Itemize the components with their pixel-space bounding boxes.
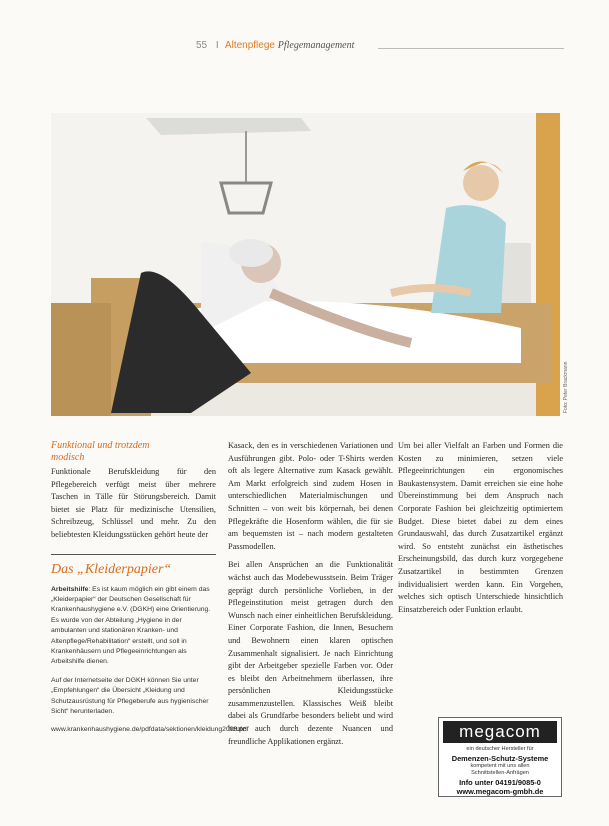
infobox-paragraph-1 [51, 585, 216, 668]
subheading-line-1: Funktional und trotzdem [51, 440, 150, 451]
article-column-2 [228, 440, 393, 754]
infobox [51, 585, 249, 736]
ad-headline: Demenzen-Schutz-Systeme [451, 753, 549, 763]
ad-phone: Info unter 04191/9085-0 [459, 777, 541, 787]
megacom-logo-text: megacom [459, 722, 541, 741]
infobox-rule [51, 554, 216, 555]
header-subsection: Pflegemanagement [277, 40, 355, 51]
bed-scene-illustration [51, 113, 560, 416]
ad-line-3: kompetent mit uns allen [470, 762, 530, 769]
infobox-paragraph-2: Auf der Internetseite der DGKH können Sie unter „Empfehlungen“ die Übersicht „Kleidung und Schutzausrüstung für Pflegeberufe aus hygienischer Sicht“ herunterladen. [51, 676, 209, 716]
photo-credit: Foto: Peter Brackmann [563, 361, 569, 413]
ad-line-1: ein deutscher Hersteller für [466, 746, 534, 752]
article-paragraph: Funktionale Berufskleidung für den Pflegebereich verfügt meist über mehrere Taschen in Tälle für Störungsbereich. Damit bietet sie Platz für medizinische Utensilien, Schreibzeug, Schlüssel und mehr. Zu den beliebtesten Kleidungsstücken gehört heute der [51, 467, 216, 539]
subheading-line-2: modisch [51, 452, 85, 463]
page-header [196, 40, 354, 51]
article-column-1 [51, 440, 249, 744]
article-paragraph: Kasack, den es in verschiedenen Variationen und Ausführungen gibt. Polo- oder T-Shirts werden oft als legere Alternative zum Kasack gewählt. Am Markt erfolgreich sind zudem Hosen in unterschiedlichen Materialmischungen und Schnitten – von weit bis körpernah, bei denen Pflegekräfte die Hosenform wählen, die für sie am bequemsten ist – nach modern gestalteten Passmodellen. [228, 441, 393, 551]
page-number: 55 [196, 40, 208, 51]
article-paragraph: Um bei aller Vielfalt an Farben und Formen die Kosten zu minimieren, setzen viele Pflegeeinrichtungen ein ergonomisches Baukastensystem. Damit erreichen sie eine hohe Übereinstimmung bei dem Anspruch nach Corporate Fashion bei gleichzeitig optimiertem Budget. Diese bietet dabei zu dem eines Grundauswahl, das durch Zusatzartikel ergänzt wird. So entsteht zunächst ein ästhetisches Erscheinungsbild, das durch kurz vorgegebene Zusatzartikel in bestimmten Grenzen individualisiert werden kann. Ein Vorgehen, welches sich optisch Unterschiede hinsichtlich Einsatzbereich oder Funktion erlaubt. [398, 441, 563, 614]
infobox-bold-lead: Arbeitshilfe [51, 585, 89, 593]
infobox-link[interactable]: www.krankenhaushygiene.de/pdfdata/sektionen/kleidung2008.pdf [51, 726, 249, 734]
header-rule [378, 48, 564, 49]
ad-line-4: Schnittstellen-Anfrägen [471, 770, 529, 777]
infobox-paragraph-1-text: : Es ist kaum möglich ein gibt einem das „Kleiderpapier“ der Deutschen Gesellschaft für Krankenhaushygiene e.V. (DGKH) eine Orientierung. Es wurde von der Abteilung „Hygiene in der ambulanten und stationären Kranken- und Altenpflege/Rehabilitation“ erstellt, und soll in Krankenhäusern und Pflegeeinrichtungen als Arbeitshilfe dienen. [51, 585, 211, 666]
header-separator: I [215, 40, 219, 51]
article-column-3 [398, 440, 563, 622]
article-paragraph: Bei allen Ansprüchen an die Funktionalität wächst auch das Modebewusstsein. Beim Träger geprägt durch persönliche Vorlieben, in der Pflegeinstitution meist getragen durch den Wunsch nach einer einheitlichen Berufskleidung. Einer Corporate Fashion, die Innen, Besuchern und Bewohnern einen klaren optischen Zusammenhalt signalisiert. Je nach Einrichtung gibt der Arbeitgeber spezielle Farben vor. Oder es bleibt den Arbeitnehmern überlassen, ihre persönlichen Kleidungsstücke zusammenzustellen. Klassisches Weiß bleibt dabei als Grundfarbe besonders beliebt und wird heute auch durch dezente Nuancen und freundliche Applikationen ergänzt. [228, 560, 393, 746]
article-photo [51, 113, 560, 416]
megacom-logo [443, 721, 557, 743]
infobox-title: Das „Kleiderpapier“ [51, 561, 172, 577]
ad-url[interactable]: www.megacom-gmbh.de [456, 786, 544, 796]
megacom-advertisement[interactable] [438, 717, 562, 797]
article-subheading [51, 440, 216, 464]
header-section: Altenpflege [224, 40, 275, 51]
